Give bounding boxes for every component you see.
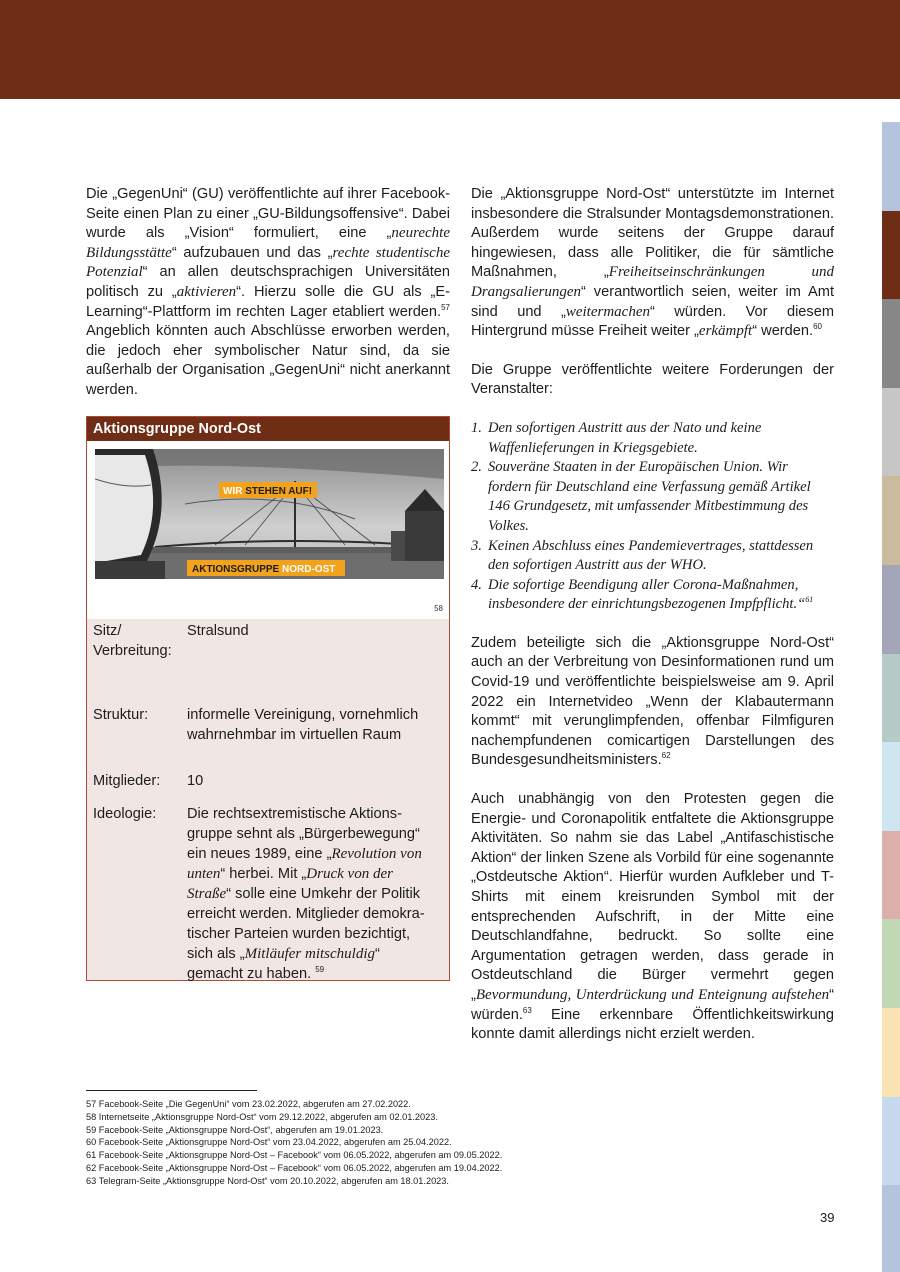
emphasis: Mitläufer mitschuldig	[244, 946, 375, 962]
footnote: 61 Facebook-Seite „Aktionsgruppe Nord-Ost – Facebook“ vom 06.05.2022, abgerufen am 09.05.2022.	[86, 1150, 503, 1161]
emphasis: Bevormundung, Unterdrückung und Enteignung aufstehen	[475, 986, 830, 1003]
chapter-tab	[882, 565, 900, 654]
banner-bottom-text: AKTIONSGRUPPE NORD-OST	[192, 564, 336, 575]
emphasis: weitermachen	[565, 303, 650, 320]
paragraph-montagsdemos	[471, 185, 834, 342]
footnote-ref: 57	[441, 302, 450, 312]
emphasis: erkämpft	[698, 323, 753, 340]
row-label: Sitz/ Verbreitung:	[93, 623, 172, 659]
header-band	[0, 0, 900, 99]
emphasis: rechte studentische Potenzial	[86, 244, 450, 281]
text-run: “ werden.	[752, 323, 814, 340]
emphasis: Freiheitseinschränkungen und Drangsalierungen	[471, 264, 834, 300]
text-run: Die „Aktionsgruppe Nord-Ost“ unterstützte im Internet insbesondere die Stralsunder Montagsdemonstrationen. Außerdem wurde seitens der Gruppe darauf hingewiesen, dass alle Politiker, die für sämtliche Maßnahmen, „	[471, 186, 834, 281]
text-run: “ solle eine Umkehr der Politik erreicht werden. Mitglieder demokratischer Parteien wurden bezichtigt, sich als „	[187, 886, 425, 962]
text-run: Zudem beteiligte sich die „Aktionsgruppe Nord-Ost“ auch an der Verbreitung von Desinformationen rund um Covid-19 und veröffentlichte beispielsweise am 9. April 2022 ein Internetvideo „Wenn der Klabautermann kommt“ mit verunglimpfenden, offenbar Filmfiguren nachempfundenen comicartigen Darstellungen des Bundesgesundheitsministers.	[471, 634, 834, 769]
demand-item	[471, 419, 834, 458]
footnote: 58 Internetseite „Aktionsgruppe Nord-Ost“ vom 29.12.2022, abgerufen am 02.01.2023.	[86, 1111, 438, 1122]
demand-text: Keinen Abschluss eines Pandemievertrages, stattdessen den sofortigen Austritt aus der WHO.	[488, 537, 814, 574]
text-run: “ würden.	[471, 986, 834, 1023]
harbour-photo	[95, 449, 444, 579]
chapter-tab	[882, 211, 900, 300]
text-run: “. Hierzu solle die GU als „E-Learning“-Plattform im rechten Lager etabliert werden.	[86, 283, 450, 320]
chapter-tab	[882, 742, 900, 831]
info-box-title: Aktionsgruppe Nord-Ost	[87, 417, 449, 441]
chapter-tabs	[882, 122, 900, 1272]
footnote-ref: 62	[661, 751, 671, 761]
text-run: “ aufzubauen und das „	[171, 244, 333, 261]
text-run: Die Gruppe veröffentlichte weitere Forderungen der Veranstalter:	[471, 361, 834, 398]
emphasis: aktivieren	[176, 283, 237, 300]
chapter-tab	[882, 919, 900, 1008]
chapter-tab	[882, 654, 900, 743]
chapter-tab	[882, 388, 900, 477]
emphasis: neurechte Bildungsstätte	[86, 225, 450, 261]
footnote-ref: 59	[315, 965, 325, 975]
image-footnote-ref: 58	[434, 604, 443, 613]
footnote: 60 Facebook-Seite „Aktionsgruppe Nord-Ost“ vom 23.04.2022, abgerufen am 25.04.2022.	[86, 1137, 452, 1148]
chapter-tab	[882, 1185, 900, 1272]
left-column	[86, 185, 450, 420]
row-value	[187, 705, 437, 745]
demands-list	[471, 419, 834, 615]
paragraph-forderungen-intro	[471, 361, 834, 400]
emphasis: Druck von der Straße	[187, 866, 393, 902]
row-value	[187, 771, 437, 791]
chapter-tab	[882, 122, 900, 211]
demand-text: Den sofortigen Austritt aus der Nato und keine Waffenlieferungen in Kriegsgebiete.	[488, 419, 762, 456]
text-run: “ an allen deutschsprachigen Universitäten politisch zu „	[86, 264, 450, 300]
text-run: Angeblich könnten auch Abschlüsse erworben werden, die jedoch eher symbolischer Natur sind, da sie außerhalb der Organisation „GegenUni“ nicht anerkannt werden.	[86, 323, 450, 398]
paragraph-ostdeutsche-aktion	[471, 790, 834, 1045]
footnote: 62 Facebook-Seite „Aktionsgruppe Nord-Ost – Facebook“ vom 06.05.2022, abgerufen am 19.04.2022.	[86, 1162, 503, 1173]
row-value	[187, 621, 437, 641]
text-run: Die „GegenUni“ (GU) veröffentlichte auf ihrer Facebook-Seite einen Plan zu einer „GU-Bildungsoffensive“. Dabei wurde als „Vision“ formuliert, eine „	[86, 186, 450, 242]
text-run: “ verantwortlich seien, weiter im Amt sind und „	[471, 283, 834, 320]
footnote: 57 Facebook-Seite „Die GegenUni“ vom 23.02.2022, abgerufen am 27.02.2022.	[86, 1099, 411, 1109]
chapter-tab	[882, 476, 900, 565]
chapter-tab	[882, 831, 900, 920]
demand-item	[471, 537, 834, 576]
footnote: 59 Facebook-Seite „Aktionsgruppe Nord-Ost“, abgerufen am 19.01.2023.	[86, 1124, 384, 1135]
text-run: Die rechtsextremistische Aktionsgruppe sehnt als „Bürgerbewegung“ ein neues 1989, eine „	[187, 806, 420, 862]
text-run: “ herbei. Mit „	[220, 866, 307, 882]
demand-item	[471, 576, 834, 615]
text-run: informelle Vereinigung, vornehmlich wahrnehmbar im virtuellen Raum	[187, 707, 419, 743]
banner-top-text: WIR STEHEN AUF!	[223, 486, 313, 497]
chapter-tab	[882, 299, 900, 388]
demand-number: 2.	[471, 459, 482, 476]
text-run: Auch unabhängig von den Protesten gegen die Energie- und Coronapolitik entfaltete die Aktionsgruppe Aktivitäten. So nahm sie das Label „Antifaschistische Aktion“ der linken Szene als Vorbild für eine sogenannte „Ostdeutsche Aktion“. Hierfür wurden Aufkleber und T-Shirts mit einem kreisrunden Symbol mit der entsprechenden Aufschrift, in der Mitte eine Deutschlandfahne, bedruckt. So sollte eine Argumentation getragen werden, dass gerade in Ostdeutschland die Bürger vermehrt gegen „	[471, 791, 834, 1003]
info-box-aktionsgruppe	[86, 416, 450, 981]
demand-number: 3.	[471, 537, 482, 554]
demand-text: Souveräne Staaten in der Europäischen Union. Wir fordern für Deutschland eine Verfassung gemäß Artikel 146 Grundgesetz, mit umfassender Mitbestimmung des Volkes.	[488, 459, 811, 534]
paragraph-gegenuni	[86, 185, 450, 401]
demand-item	[471, 458, 834, 536]
text-run: Eine erkennbare Öffentlichkeitswirkung konnte damit allerdings nicht erzielt werden.	[471, 1006, 834, 1043]
emphasis: Revolution von unten	[187, 846, 422, 882]
text-run: 10	[187, 773, 204, 789]
footnote-ref: 63	[522, 1005, 532, 1015]
footnote-ref: 60	[813, 322, 822, 332]
image-area	[87, 441, 449, 619]
text-run: Stralsund	[187, 623, 249, 639]
paragraph-desinformation	[471, 634, 834, 771]
row-value	[187, 804, 437, 984]
demand-number: 1.	[471, 419, 482, 436]
demand-text: Die sofortige Beendigung aller Corona-Maßnahmen, insbesondere der einrichtungsbezogenen Impfpflicht.“	[488, 576, 806, 613]
row-label: Struktur:	[93, 707, 149, 723]
chapter-tab	[882, 1097, 900, 1186]
footnote-separator	[86, 1090, 257, 1091]
row-label: Mitglieder:	[93, 773, 161, 789]
chapter-tab	[882, 1008, 900, 1097]
text-run: “ würden. Vor diesem Hintergrund müsse Freiheit weiter „	[471, 303, 834, 340]
footnotes	[86, 1098, 502, 1188]
page-number: 39	[820, 1210, 835, 1225]
demand-number: 4.	[471, 576, 482, 593]
text-run: “ gemacht zu haben.	[187, 946, 380, 982]
footnote-ref: 61	[805, 595, 814, 605]
footnote: 63 Telegram-Seite „Aktionsgruppe Nord-Ost“ vom 20.10.2022, abgerufen am 18.01.2023.	[86, 1175, 449, 1186]
right-column	[471, 185, 834, 1064]
row-label: Ideologie:	[93, 806, 157, 822]
